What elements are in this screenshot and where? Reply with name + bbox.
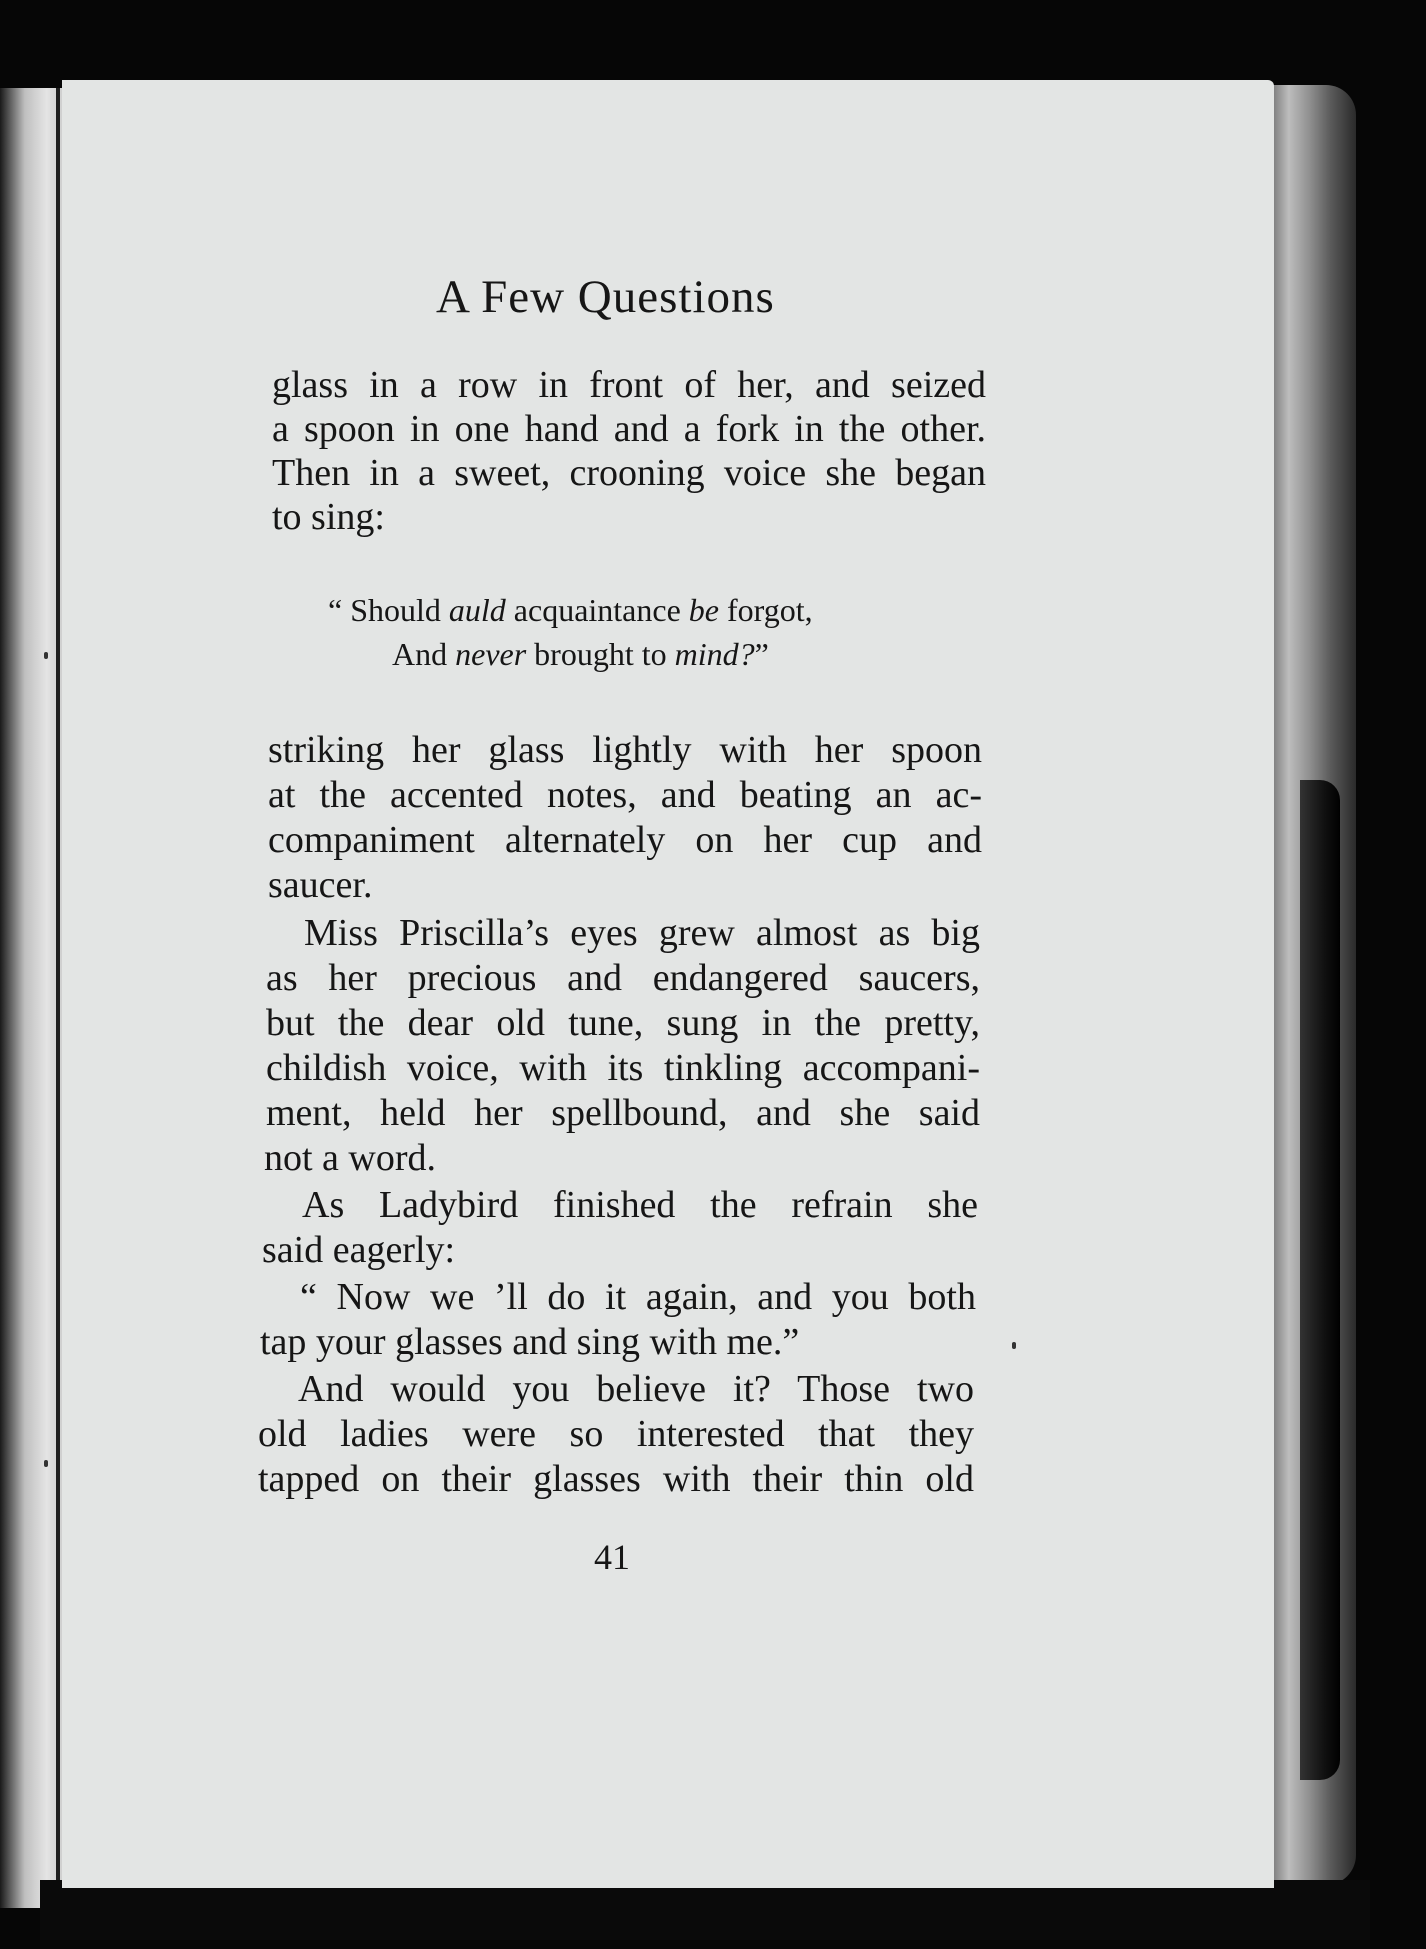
text-line: said eagerly: (262, 1229, 456, 1271)
text-line: Then in a sweet, crooning voice she began (272, 452, 986, 494)
text-line: ment, held her spellbound, and she said (266, 1092, 980, 1134)
text-line: striking her glass lightly with her spoon (268, 729, 982, 771)
text-line: not a word. (264, 1137, 437, 1179)
page-block-shadow (1300, 780, 1340, 1780)
bottom-shadow (40, 1880, 1370, 1940)
verse-line-1: “ Should auld acquaintance be forgot, (328, 592, 813, 628)
text-line: old ladies were so interested that they (258, 1413, 974, 1455)
ink-speck (1012, 1342, 1016, 1349)
text-line: at the accented notes, and beating an ac- (268, 774, 982, 816)
text-line: Miss Priscilla’s eyes grew almost as big (304, 912, 980, 954)
page-number: 41 (594, 1537, 630, 1577)
verse-line-2: And never brought to mind?” (392, 636, 769, 672)
text-line: glass in a row in front of her, and seized (272, 364, 986, 406)
ink-speck (44, 652, 48, 659)
text-line: tap your glasses and sing with me.” (260, 1321, 800, 1363)
left-page-edge (0, 88, 62, 1908)
text-line: saucer. (268, 864, 373, 906)
text-line: And would you believe it? Those two (298, 1368, 974, 1410)
text-line: companiment alternately on her cup and (268, 819, 982, 861)
ink-speck (44, 1460, 48, 1467)
text-line: but the dear old tune, sung in the pretty, (266, 1002, 980, 1044)
text-line: to sing: (272, 496, 385, 538)
text-line: as her precious and endangered saucers, (266, 957, 980, 999)
text-line: a spoon in one hand and a fork in the other. (272, 408, 986, 450)
running-head: A Few Questions (436, 271, 775, 323)
book-gutter (56, 88, 60, 1908)
text-line: tapped on their glasses with their thin old (258, 1458, 974, 1500)
text-line: childish voice, with its tinkling accompani- (266, 1047, 980, 1089)
text-line: “ Now we ’ll do it again, and you both (300, 1276, 976, 1318)
text-line: As Ladybird finished the refrain she (302, 1184, 978, 1226)
